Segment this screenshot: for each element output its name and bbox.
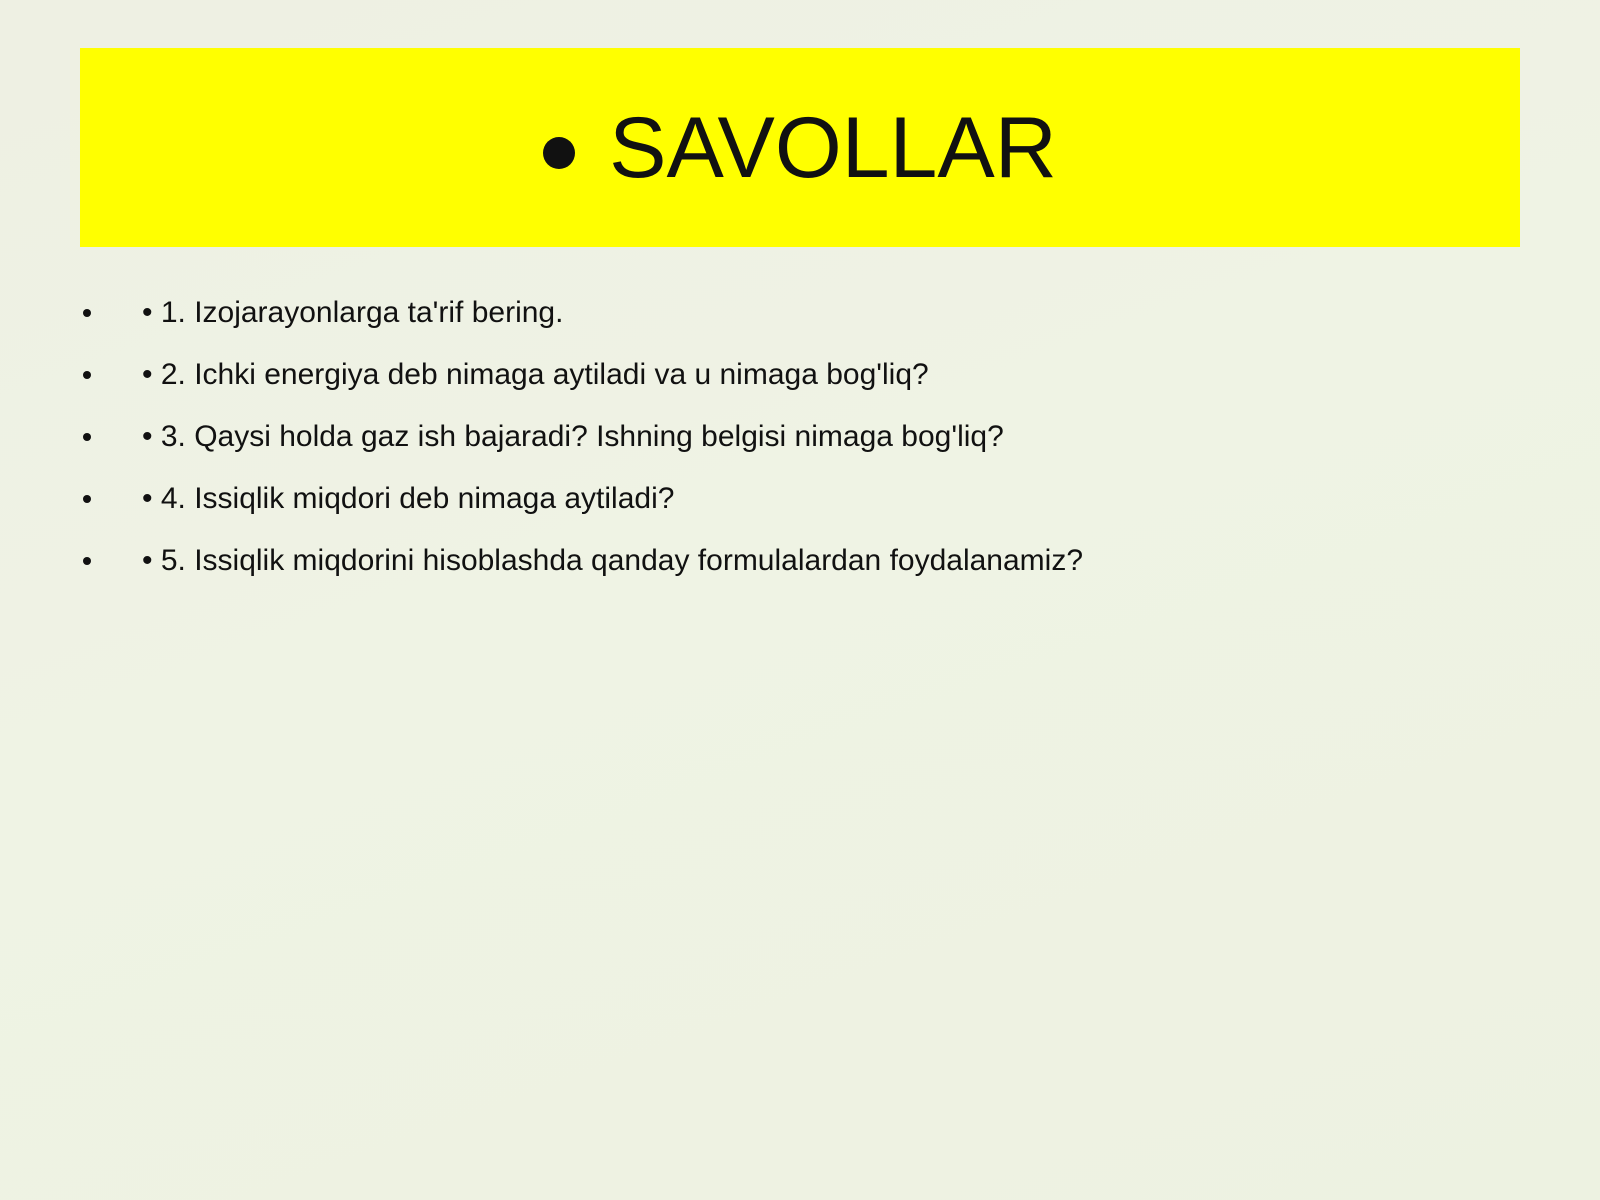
bullet-dot-icon — [83, 433, 91, 441]
list-item — [80, 530, 1520, 592]
question-text: • 2. Ichki energiya deb nimaga aytiladi va u nimaga bog'liq? — [142, 358, 929, 391]
question-text: • 3. Qaysi holda gaz ish bajaradi? Ishning belgisi nimaga bog'liq? — [142, 420, 1004, 453]
bullet-dot-icon — [83, 495, 91, 503]
page-title — [543, 99, 1057, 196]
bullet-dot-icon — [543, 137, 575, 169]
list-item — [80, 406, 1520, 468]
bullet-dot-icon — [83, 309, 91, 317]
page-title-text: SAVOLLAR — [609, 99, 1057, 196]
title-banner — [80, 48, 1520, 247]
bullet-dot-icon — [83, 371, 91, 379]
question-text: • 4. Issiqlik miqdori deb nimaga aytiladi? — [142, 482, 675, 515]
question-text: • 5. Issiqlik miqdorini hisoblashda qanday formulalardan foydalanamiz? — [142, 544, 1084, 577]
list-item — [80, 282, 1520, 344]
questions-list — [80, 282, 1520, 592]
list-item — [80, 344, 1520, 406]
question-text: • 1. Izojarayonlarga ta'rif bering. — [142, 296, 564, 329]
list-item — [80, 468, 1520, 530]
bullet-dot-icon — [83, 557, 91, 565]
